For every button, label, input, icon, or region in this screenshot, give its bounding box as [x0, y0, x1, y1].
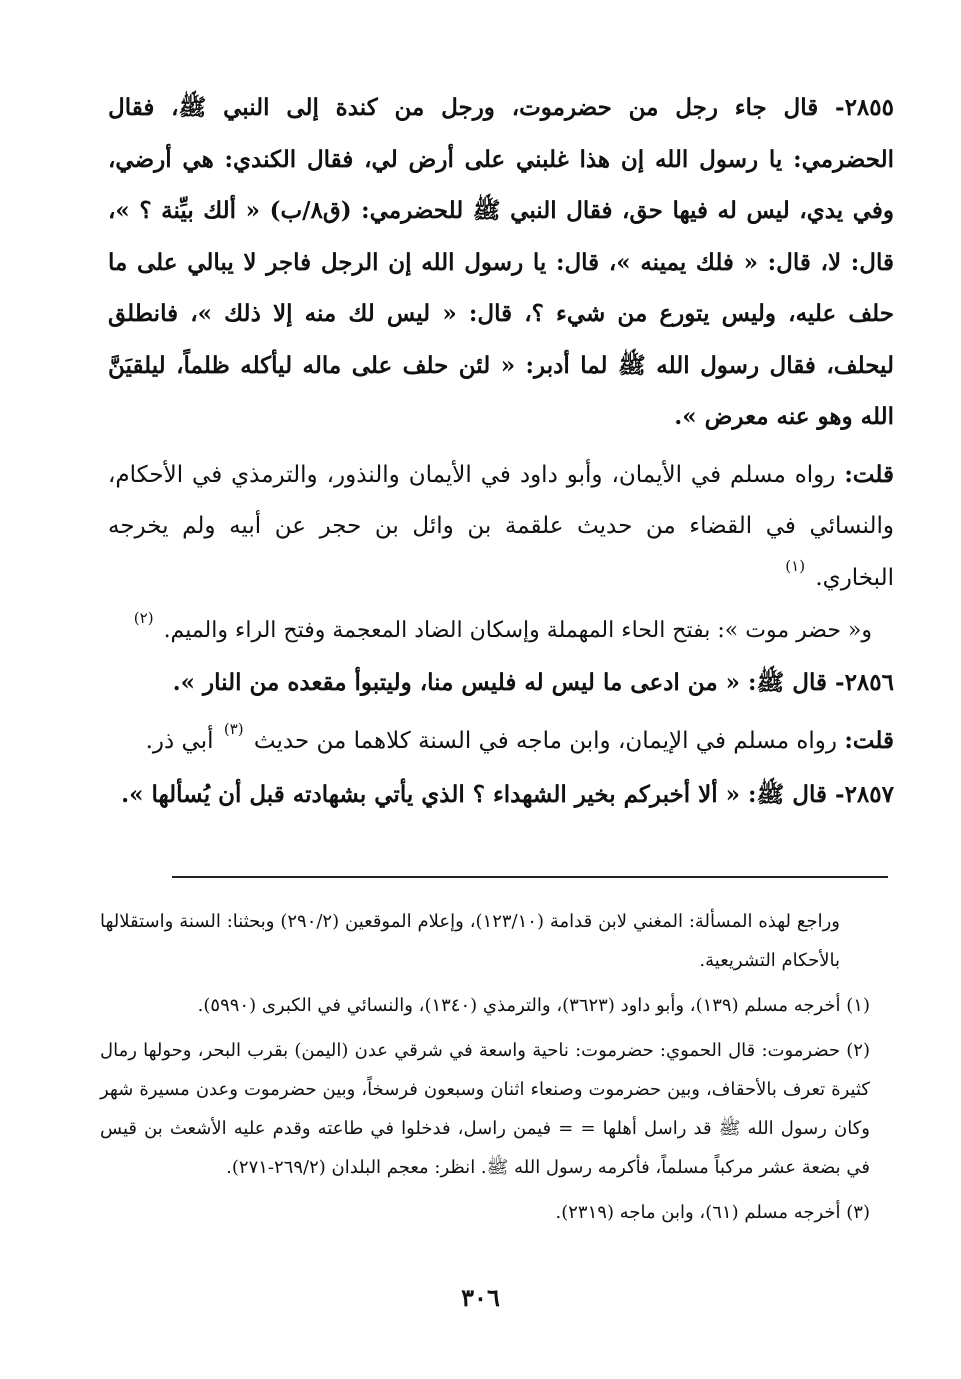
hadith-2855-text: ٢٨٥٥- قال جاء رجل من حضرموت، ورجل من كندة إلى النبي ﷺ، فقال الحضرمي: يا رسول الله إن هذا غلبني على أرض لي، فقال الكندي: هي أرضي، وفي يدي، ليس له فيها حق، فقال النبي ﷺ للحضرمي: (ق٨/ب) « ألك بيِّنة ؟ »، قال: لا، قال: « فلك يمينه »، قال: يا رسول الله إن الرجل فاجر لا يبالي على ما حلف عليه، وليس يتورع من شيء ؟، قال: « ليس لك منه إلا ذلك »، فانطلق ليحلف، فقال رسول الله ﷺ لما أدبر: « لئن حلف على ماله ليأكله ظلماً، ليلقيَنَّ الله وهو عنه معرض ». [108, 94, 895, 430]
hadith-2857 [108, 769, 894, 821]
footnote-3: (٣) أخرجه مسلم (٦١)، وابن ماجه (٢٣١٩). [555, 1202, 870, 1223]
hadith-2855 [108, 82, 894, 443]
footnote-2: (٢) حضرموت: قال الحموي: حضرموت: ناحية واسعة في شرقي عدن (اليمن) بقرب البحر، وحولها رمال كثيرة تعرف بالأحقاف، وبين حضرموت وصنعاء اثنان وسبعون فرسخاً، وبين حضرموت وعدن مسيرة شهر وكان رسول الله ﷺ قد راسل أهلها = = فيمن راسل، فدخلوا في طاعته وقدم عليه الأشعث بن قيس في بضعة عشر مركباً مسلماً، فأكرمه رسول الله ﷺ. انظر: معجم البلدان (٢٦٩/٢-٢٧١). [100, 1040, 870, 1178]
commentary-tail: أبي ذر. [145, 727, 214, 754]
footnote-ref-2[interactable]: (٢) [133, 609, 154, 627]
commentary-2856 [108, 715, 894, 770]
footnote-ref-1[interactable]: (١) [785, 556, 806, 575]
note-hadramawt [108, 606, 894, 657]
hadith-2857-text: ٢٨٥٧- قال ﷺ: « ألا أخبركم بخير الشهداء ؟ الذي يأتي بشهادته قبل أن يُسألها ». [121, 781, 894, 808]
commentary-lead: قلت: [844, 726, 894, 754]
note-text: و« حضر موت »: بفتح الحاء المهملة وإسكان الضاد المعجمة وفتح الراء والميم. [163, 618, 872, 643]
main-text [108, 82, 894, 821]
footnote-continuation: وراجع لهذه المسألة: المغني لابن قدامة (١٢٣/١٠)، وإعلام الموقعين (٢٩٠/٢) وبحثنا: السنة واستقلالها بالأحكام التشريعية. [100, 911, 840, 971]
footnote-divider [172, 876, 888, 878]
page-number: ٣٠٦ [461, 1283, 500, 1312]
commentary-lead: قلت: [844, 460, 894, 488]
commentary-2855 [108, 449, 894, 607]
footnote-ref-3[interactable]: (٣) [223, 719, 244, 738]
footnote-1: (١) أخرجه مسلم (١٣٩)، وأبو داود (٣٦٢٣)، والترمذي (١٣٤٠)، والنسائي في الكبرى (٥٩٩٠). [197, 995, 870, 1016]
commentary-text: رواه مسلم في الإيمان، وابن ماجه في السنة كلاهما من حديث [253, 727, 837, 754]
commentary-text: رواه مسلم في الأيمان، وأبو داود في الأيمان والنذور، والترمذي في الأحكام، والنسائي في القضاء من حديث علقمة بن وائل بن حجر عن أبيه ولم يخرجه البخاري. [108, 461, 894, 591]
hadith-2856 [108, 657, 894, 709]
hadith-2856-text: ٢٨٥٦- قال ﷺ: « من ادعى ما ليس له فليس منا، وليتبوأ مقعده من النار ». [172, 669, 894, 696]
footnotes [100, 902, 870, 1238]
